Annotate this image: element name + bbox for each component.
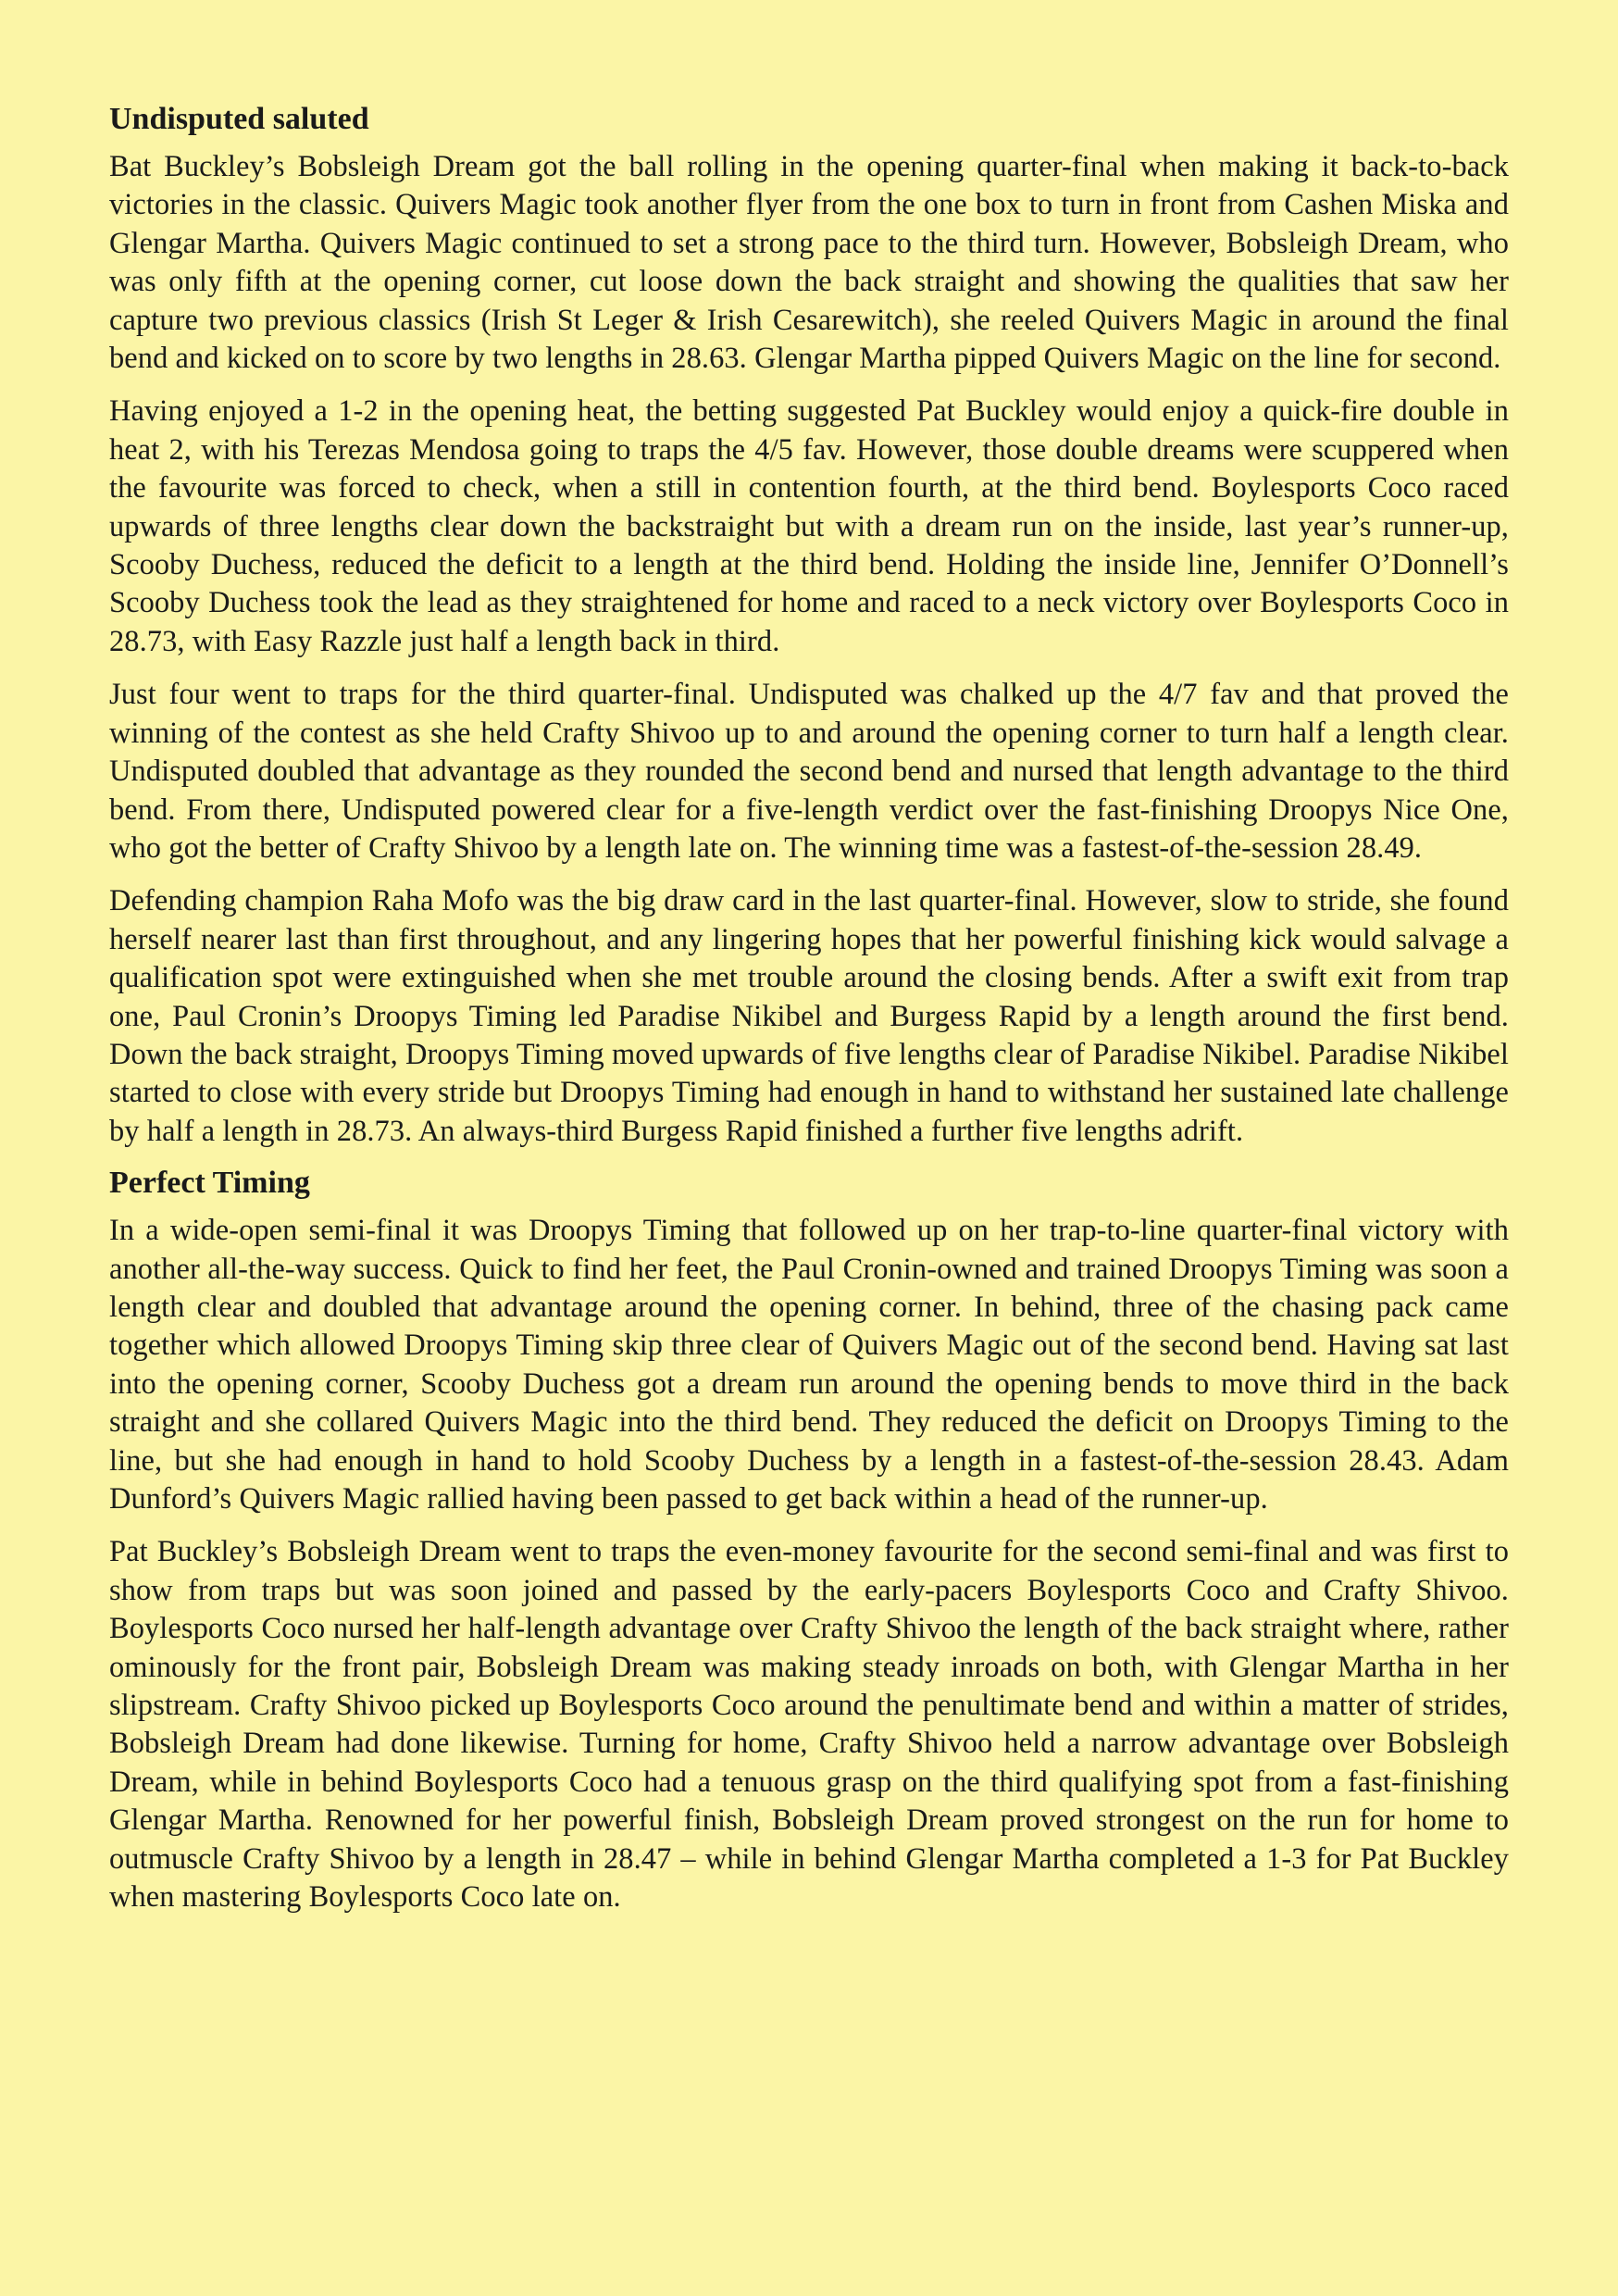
section-heading-perfect-timing: Perfect Timing [109,1166,310,1201]
article [109,100,1509,1931]
section-heading-undisputed-saluted: Undisputed saluted [109,102,369,136]
paragraph-semi-final-2: Pat Buckley’s Bobsleigh Dream went to traps the even-money favourite for the second semi-final and was first to show from traps but was soon joined and passed by the early-pacers Boylesports Coco and Crafty Shivoo. Boylesports Coco nursed her half-length advantage over Crafty Shivoo the length of the back straight where, rather ominously for the front pair, Bobsleigh Dream was making steady inroads on both, with Glengar Martha in her slipstream. Crafty Shivoo picked up Boylesports Coco around the penultimate bend and within a matter of strides, Bobsleigh Dream had done likewise. Turning for home, Crafty Shivoo held a narrow advantage over Bobsleigh Dream, while in behind Boylesports Coco had a tenuous grasp on the third qualifying spot from a fast-finishing Glengar Martha. Renowned for her powerful finish, Bobsleigh Dream proved strongest on the run for home to outmuscle Crafty Shivoo by a length in 28.47 – while in behind Glengar Martha completed a 1-3 for Pat Buckley when mastering Boylesports Coco late on. [109,1535,1509,1915]
paragraph-quarter-final-3: Just four went to traps for the third quarter-final. Undisputed was chalked up the 4/7 fav and that proved the winning of the contest as she held Crafty Shivoo up to and around the opening corner to turn half a length clear. Undisputed doubled that advantage as they rounded the second bend and nursed that length advantage to the third bend. From there, Undisputed powered clear for a five-length verdict over the fast-finishing Droopys Nice One, who got the better of Crafty Shivoo by a length late on. The winning time was a fastest-of-the-session 28.49. [109,678,1509,865]
paragraph-quarter-final-4: Defending champion Raha Mofo was the big draw card in the last quarter-final. However, slow to stride, she found herself nearer last than first throughout, and any lingering hopes that her powerful finishing kick would salvage a qualification spot were extinguished when she met trouble around the closing bends. After a swift exit from trap one, Paul Cronin’s Droopys Timing led Paradise Nikibel and Burgess Rapid by a length around the first bend. Down the back straight, Droopys Timing moved upwards of five lengths clear of Paradise Nikibel. Paradise Nikibel started to close with every stride but Droopys Timing had enough in hand to withstand her sustained late challenge by half a length in 28.73. An always-third Burgess Rapid finished a further five lengths adrift. [109,884,1509,1148]
paragraph-quarter-final-2: Having enjoyed a 1-2 in the opening heat, the betting suggested Pat Buckley would enjoy a quick-fire double in heat 2, with his Terezas Mendosa going to traps the 4/5 fav. However, those double dreams were scuppered when the favourite was forced to check, when a still in contention fourth, at the third bend. Boylesports Coco raced upwards of three lengths clear down the backstraight but with a dream run on the inside, last year’s runner-up, Scooby Duchess, reduced the deficit to a length at the third bend. Holding the inside line, Jennifer O’Donnell’s Scooby Duchess took the lead as they straightened for home and raced to a neck victory over Boylesports Coco in 28.73, with Easy Razzle just half a length back in third. [109,394,1509,658]
paragraph-quarter-final-1: Bat Buckley’s Bobsleigh Dream got the ball rolling in the opening quarter-final when making it back-to-back victories in the classic. Quivers Magic took another flyer from the one box to turn in front from Cashen Miska and Glengar Martha. Quivers Magic continued to set a strong pace to the third turn. However, Bobsleigh Dream, who was only fifth at the opening corner, cut loose down the back straight and showing the qualities that saw her capture two previous classics (Irish St Leger & Irish Cesarewitch), she reeled Quivers Magic in around the final bend and kicked on to score by two lengths in 28.63. Glengar Martha pipped Quivers Magic on the line for second. [109,150,1509,376]
paragraph-semi-final-1: In a wide-open semi-final it was Droopys Timing that followed up on her trap-to-line quarter-final victory with another all-the-way success. Quick to find her feet, the Paul Cronin-owned and trained Droopys Timing was soon a length clear and doubled that advantage around the opening corner. In behind, three of the chasing pack came together which allowed Droopys Timing skip three clear of Quivers Magic out of the second bend. Having sat last into the opening corner, Scooby Duchess got a dream run around the opening bends to move third in the back straight and she collared Quivers Magic into the third bend. They reduced the deficit on Droopys Timing to the line, but she had enough in hand to hold Scooby Duchess by a length in a fastest-of-the-session 28.43. Adam Dunford’s Quivers Magic rallied having been passed to get back within a head of the runner-up. [109,1214,1509,1516]
